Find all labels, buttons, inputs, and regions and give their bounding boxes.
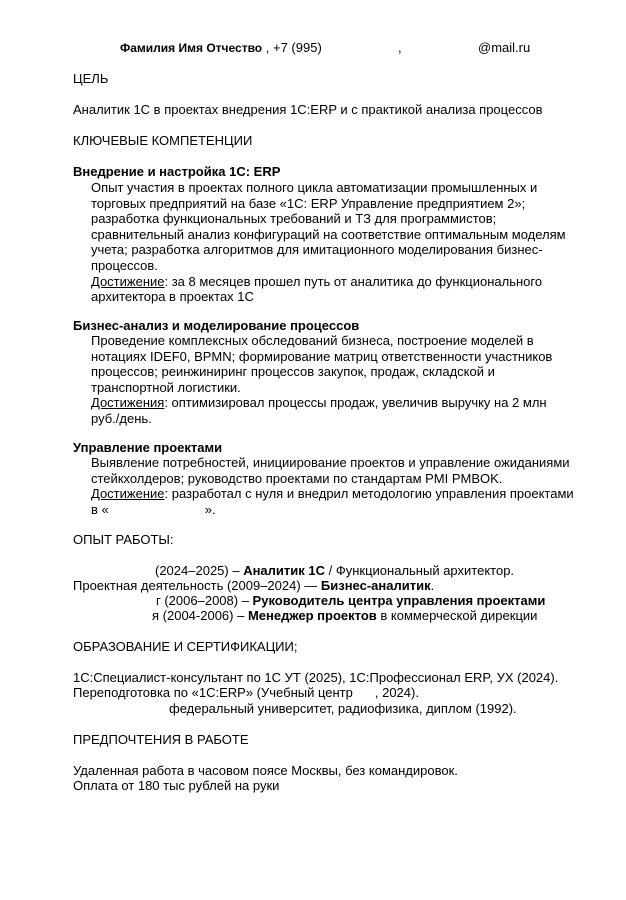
competency-title-pm: Управление проектами	[73, 440, 223, 455]
achievement-text: : разработал с нуля и внедрил методологию управления проектами	[164, 486, 574, 502]
experience-period: (2024–2025) –	[155, 563, 244, 578]
experience-period: Проектная деятельность (2009–2024) —	[73, 578, 321, 593]
experience-detail: в коммерческой дирекции	[376, 608, 538, 623]
text-line: Опыт участия в проектах полного цикла автоматизации промышленных и	[91, 180, 538, 195]
text-line: торговых предприятий на базе «1С: ERP Управление предприятием 2»;	[91, 195, 526, 211]
goal-heading: ЦЕЛЬ	[73, 71, 109, 86]
preferences-line: Удаленная работа в часовом поясе Москвы, без командировок.	[73, 763, 458, 778]
experience-role: Аналитик 1С	[243, 563, 326, 578]
achievement-label: Достижение	[91, 486, 165, 502]
header-comma: ,	[398, 40, 402, 55]
experience-row	[155, 563, 514, 578]
experience-period: г (2006–2008) –	[156, 593, 253, 608]
education-line: 1С:Специалист-консультант по 1С УТ (2025), 1С:Профессионал ERP, УХ (2024).	[73, 670, 559, 685]
achievement-suffix: ».	[204, 501, 216, 517]
text-line: процессов.	[91, 257, 158, 273]
achievement-line	[91, 274, 566, 290]
competency-title-erp: Внедрение и настройка 1С: ERP	[73, 164, 281, 179]
text-line: стейкхолдеров; руководство проектами по стандартам PMI PMBOK.	[91, 470, 503, 486]
experience-role: Менеджер проектов	[247, 608, 377, 623]
experience-role: Бизнес-аналитик	[320, 578, 431, 593]
achievement-line: архитектора в проектах 1С	[91, 289, 254, 305]
preferences-line: Оплата от 180 тыс рублей на руки	[73, 778, 280, 793]
achievement-label: Достижение	[91, 273, 165, 289]
education-heading: ОБРАЗОВАНИЕ И СЕРТИФИКАЦИИ;	[73, 639, 298, 654]
text-line: разработка функциональных требований и ТЗ для программистов;	[91, 211, 497, 227]
email-suffix: @mail.ru	[478, 40, 531, 55]
goal-text: Аналитик 1С в проектах внедрения 1С:ERP и с практикой анализа процессов	[73, 102, 543, 117]
competency-pm-body	[91, 455, 574, 517]
experience-row	[156, 593, 545, 608]
preferences-heading: ПРЕДПОЧТЕНИЯ В РАБОТЕ	[73, 732, 249, 747]
achievement-line	[91, 486, 574, 502]
text-line: транспортной логистики.	[91, 379, 241, 395]
experience-row	[73, 578, 434, 593]
education-course: Переподготовка по «1С:ERP» (Учебный центр	[73, 685, 353, 700]
education-line	[73, 685, 419, 700]
text-line: процессов; реинжиниринг процессов закупок, продаж, складской и	[91, 364, 495, 380]
text-line: Выявление потребностей, инициирование проектов и управление ожиданиями	[91, 455, 570, 470]
competency-erp-body	[91, 180, 566, 305]
achievement-line	[91, 395, 552, 411]
competencies-heading: КЛЮЧЕВЫЕ КОМПЕТЕНЦИИ	[73, 133, 253, 148]
education-line: федеральный университет, радиофизика, диплом (1992).	[169, 701, 517, 716]
experience-role: Руководитель центра управления проектами	[252, 593, 546, 608]
experience-heading: ОПЫТ РАБОТЫ:	[73, 532, 174, 547]
experience-detail: .	[430, 578, 435, 593]
experience-detail: / Функциональный архитектор.	[325, 563, 515, 578]
achievement-text: : за 8 месяцев прошел путь от аналитика до функционального	[164, 273, 543, 289]
full-name: Фамилия Имя Отчество	[120, 41, 263, 55]
achievement-line: руб./день.	[91, 410, 152, 426]
experience-row	[152, 608, 537, 623]
achievement-text: : оптимизировал процессы продаж, увеличив выручку на 2 млн	[164, 395, 547, 411]
text-line: Проведение комплексных обследований бизнеса, построение моделей в	[91, 333, 534, 348]
experience-period: я (2004-2006) –	[152, 608, 248, 623]
text-line: нотациях IDEF0, BPMN; формирование матриц ответственности участников	[91, 348, 553, 364]
competency-ba-body	[91, 333, 552, 427]
education-year: , 2024).	[374, 685, 419, 700]
header-line	[120, 40, 322, 56]
text-line: сравнительный анализ конфигураций на соответствие оптимальным моделям	[91, 226, 566, 242]
competency-title-ba: Бизнес-анализ и моделирование процессов	[73, 318, 360, 333]
achievement-prefix: в «	[91, 501, 109, 517]
achievement-label: Достижения	[91, 395, 165, 411]
achievement-line	[91, 502, 574, 518]
phone-prefix: , +7 (995)	[265, 40, 322, 55]
text-line: учета; разработка алгоритмов для имитационного моделирования бизнес-	[91, 242, 543, 258]
